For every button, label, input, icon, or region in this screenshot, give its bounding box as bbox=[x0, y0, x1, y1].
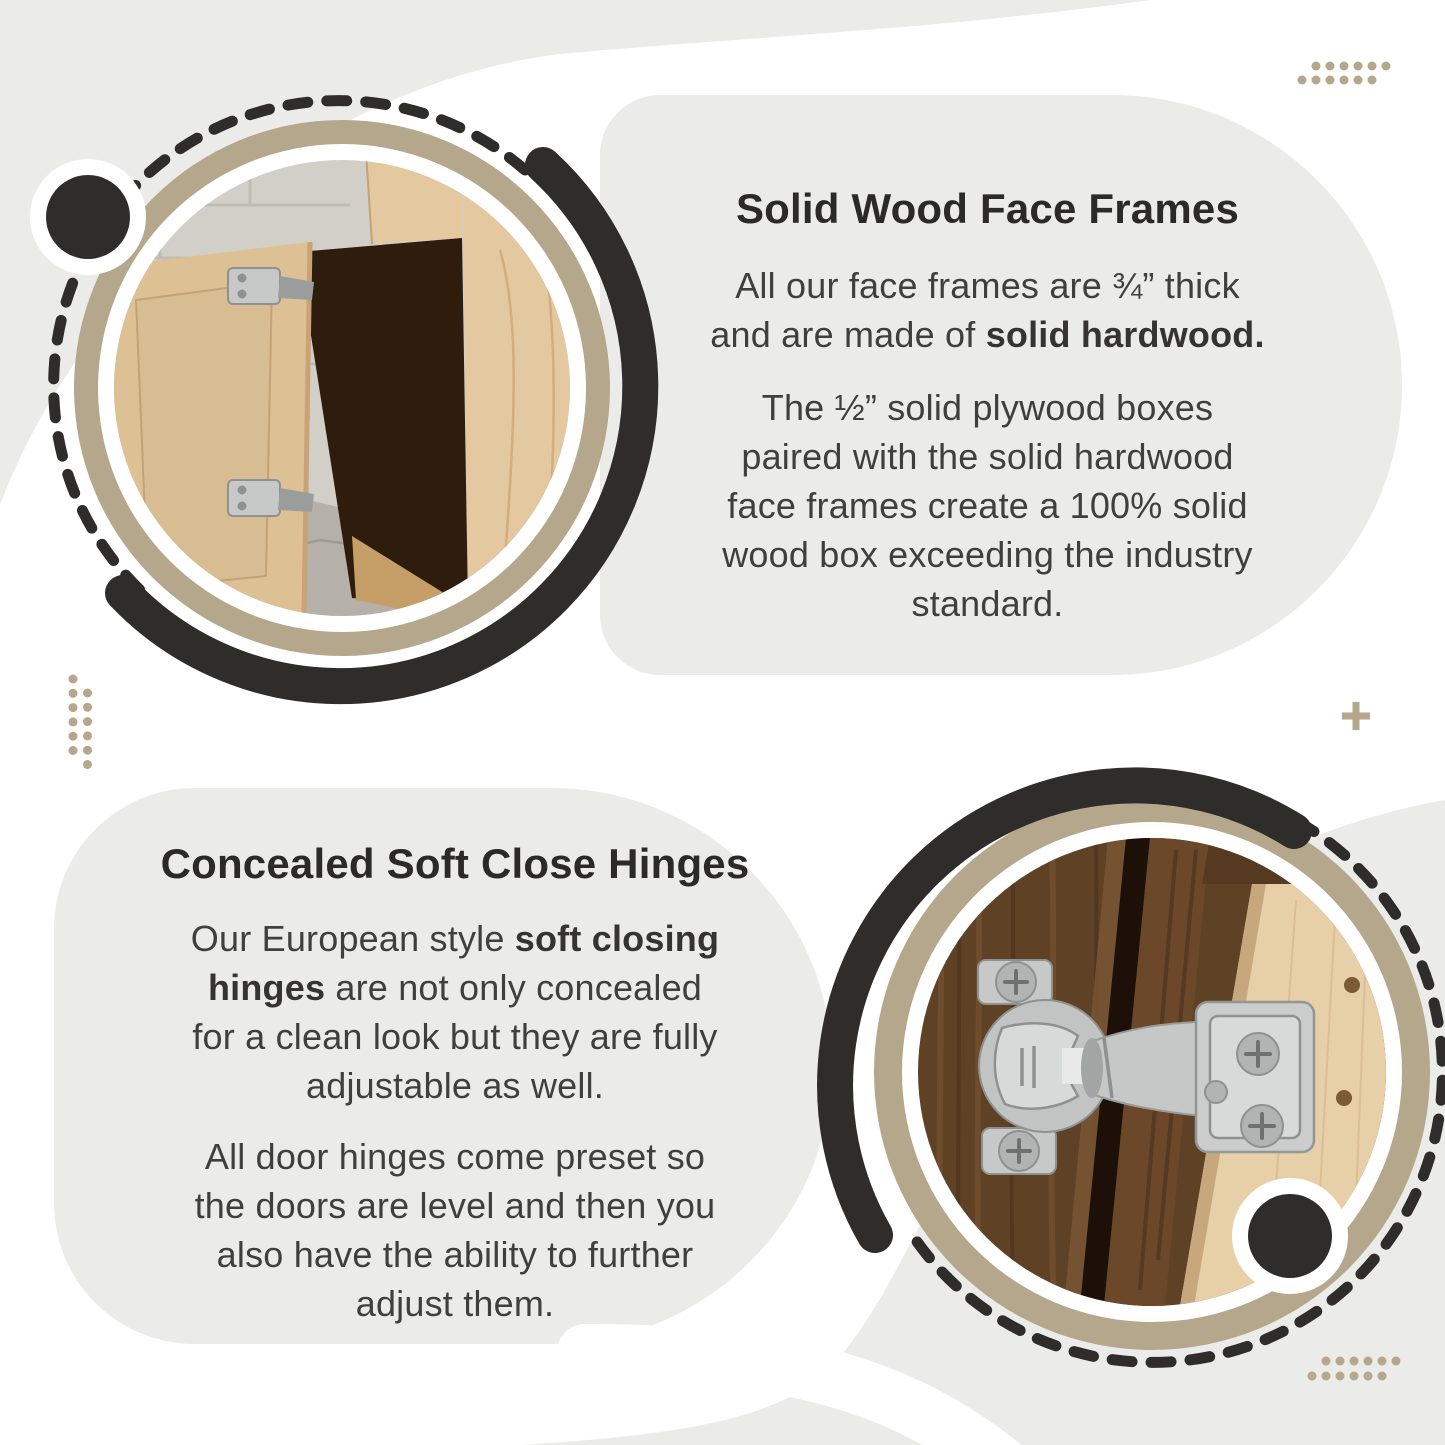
feature-face-frames bbox=[620, 185, 1355, 628]
text-line bbox=[85, 1012, 825, 1061]
dot bbox=[1350, 1372, 1359, 1381]
dot bbox=[83, 689, 92, 698]
hinges-heading: Concealed Soft Close Hinges bbox=[160, 840, 750, 887]
dot bbox=[1336, 1372, 1345, 1381]
dot bbox=[1340, 62, 1349, 71]
dot bbox=[1322, 1372, 1331, 1381]
text-line bbox=[85, 1230, 825, 1279]
dot bbox=[83, 717, 92, 726]
text: wood box exceeding the industry bbox=[722, 534, 1253, 575]
plus-icon bbox=[1342, 702, 1370, 730]
dot bbox=[1312, 76, 1321, 85]
text-line bbox=[620, 481, 1355, 530]
face-frames-heading: Solid Wood Face Frames bbox=[735, 185, 1240, 232]
text: standard. bbox=[911, 583, 1064, 624]
text: for a clean look but they are fully bbox=[192, 1016, 718, 1057]
face-frames-paragraph-2 bbox=[620, 383, 1355, 628]
dot bbox=[1340, 76, 1349, 85]
bold-text: hinges bbox=[207, 967, 326, 1008]
text: adjustable as well. bbox=[306, 1065, 604, 1106]
dot bbox=[1368, 76, 1377, 85]
dot bbox=[1350, 1357, 1359, 1366]
dot bbox=[1378, 1357, 1387, 1366]
text: also have the ability to further bbox=[216, 1234, 694, 1275]
dots-grid-left bbox=[69, 675, 93, 770]
dot bbox=[1326, 76, 1335, 85]
dot bbox=[1354, 62, 1363, 71]
text: All our face frames are ¾” thick bbox=[735, 265, 1240, 306]
text-line bbox=[85, 914, 825, 963]
face-frame-photo-circle bbox=[30, 101, 640, 687]
text-line bbox=[620, 261, 1355, 310]
text: All door hinges come preset so bbox=[204, 1136, 706, 1177]
text-line bbox=[85, 1279, 825, 1328]
hinges-paragraph-1 bbox=[85, 914, 825, 1110]
text-line bbox=[620, 579, 1355, 628]
dot bbox=[1312, 62, 1321, 71]
text-line bbox=[620, 310, 1355, 359]
dot bbox=[83, 760, 92, 769]
dot bbox=[1392, 1357, 1401, 1366]
dot bbox=[69, 732, 78, 741]
dot bbox=[1336, 1357, 1345, 1366]
dot bbox=[83, 703, 92, 712]
shelf-pin-hole bbox=[1344, 977, 1360, 993]
feature-hinges bbox=[85, 840, 825, 1328]
text: paired with the solid hardwood bbox=[741, 436, 1234, 477]
accent-dot-bottom-right bbox=[1248, 1194, 1332, 1278]
dot bbox=[1326, 62, 1335, 71]
text: Our European style bbox=[190, 918, 515, 959]
text: The ½” solid plywood boxes bbox=[761, 387, 1214, 428]
text-line bbox=[620, 530, 1355, 579]
dot bbox=[1354, 76, 1363, 85]
shelf-pin-hole bbox=[1336, 1090, 1352, 1106]
dot bbox=[69, 689, 78, 698]
dot bbox=[1368, 62, 1377, 71]
text-line bbox=[85, 963, 825, 1012]
dot bbox=[1298, 76, 1307, 85]
text: the doors are level and then you bbox=[194, 1185, 716, 1226]
text-line bbox=[85, 1132, 825, 1181]
dot bbox=[69, 746, 78, 755]
dot bbox=[1322, 1357, 1331, 1366]
accent-dot-top-left bbox=[46, 175, 130, 259]
text-line bbox=[85, 1061, 825, 1110]
dot bbox=[69, 675, 78, 684]
dot bbox=[1308, 1372, 1317, 1381]
text: are not only concealed bbox=[325, 967, 703, 1008]
text-line bbox=[620, 432, 1355, 481]
text: face frames create a 100% solid bbox=[727, 485, 1248, 526]
dot bbox=[1364, 1372, 1373, 1381]
dot bbox=[1364, 1357, 1373, 1366]
text: adjust them. bbox=[355, 1283, 555, 1324]
dot bbox=[1382, 62, 1391, 71]
text-line bbox=[620, 383, 1355, 432]
dot bbox=[1378, 1372, 1387, 1381]
hinges-paragraph-2 bbox=[85, 1132, 825, 1328]
text-line bbox=[85, 1181, 825, 1230]
bold-text: soft closing bbox=[514, 918, 720, 959]
text: and are made of bbox=[710, 314, 986, 355]
face-frames-paragraph-1 bbox=[620, 261, 1355, 359]
dot bbox=[83, 746, 92, 755]
bold-text: solid hardwood. bbox=[985, 314, 1265, 355]
dots-grid-top-right bbox=[1298, 62, 1391, 85]
dot bbox=[83, 731, 92, 740]
dot bbox=[69, 717, 78, 726]
dot bbox=[69, 703, 78, 712]
